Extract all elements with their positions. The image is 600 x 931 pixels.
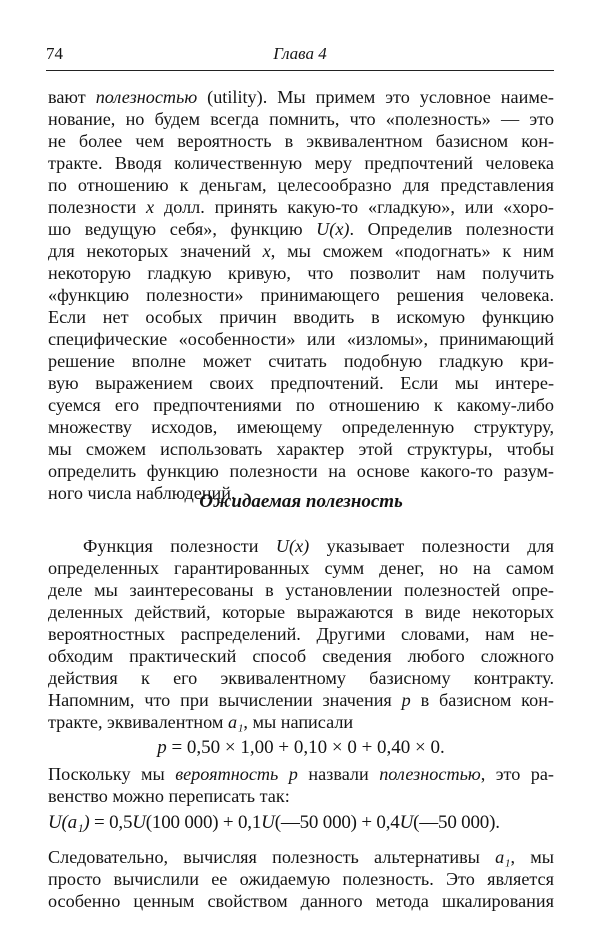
text-line: определить функцию полезности на основе какого-то разум- xyxy=(48,461,554,481)
text-line: Функция полезности U(x) указывает полезности для xyxy=(83,536,554,556)
text-line: тракте, эквивалентном a₁, мы написали xyxy=(48,712,354,732)
text-line: вую выражением своих предпочтений. Если мы интере- xyxy=(48,373,554,393)
text-line: специфические «особенности» или «изломы», принимающий xyxy=(48,329,554,349)
text-line: вероятностных распределений. Другими словами, нам не- xyxy=(48,624,554,644)
text-line: «функцию полезности» принимающего решения человека. xyxy=(48,285,554,305)
text-line: шо ведущую себя», функцию U(x). Определив полезности xyxy=(48,219,554,239)
text-line: по отношению к деньгам, целесообразно для представления xyxy=(48,175,554,195)
section-title: Ожидаемая полезность xyxy=(199,491,403,512)
text-line: просто вычислили ее ожидаемую полезность. Это является xyxy=(48,869,554,889)
text-line: Если нет особых причин вводить в искомую функцию xyxy=(48,307,554,327)
text-line: нование, но будем всегда помнить, что «полезность» — это xyxy=(48,109,554,129)
text-line: мы сможем использовать характер этой структуры, чтобы xyxy=(48,439,554,459)
text-line: обходим практический способ сведения любого сложного xyxy=(48,646,554,666)
text-line: Поскольку мы вероятность p назвали полезностью, это ра- xyxy=(48,764,554,784)
equation-basis-contract: p = 0,50 × 1,00 + 0,10 × 0 + 0,40 × 0. xyxy=(157,737,445,758)
text-line: решение вполне может считать подобную гладкую кри- xyxy=(48,351,554,371)
text-line: для некоторых значений x, мы сможем «подогнать» к ним xyxy=(48,241,555,261)
text-line: множеству исходов, имеющему определенную структуру, xyxy=(48,417,554,437)
text-line: суемся его предпочтениями по отношению к какому-либо xyxy=(48,395,554,415)
text-line: особенно ценным свойством данного метода шкалирования xyxy=(48,891,554,911)
text-line: некоторую гладкую кривую, что позволит нам получить xyxy=(48,263,554,283)
equation-expected-utility: U(a₁) = 0,5U(100 000) + 0,1U(—50 000) + 0,4U(—50 000). xyxy=(48,812,500,833)
text-line: действия к его эквивалентному базисному контракту. xyxy=(48,668,554,688)
text-line: тракте. Вводя количественную меру предпочтений человека xyxy=(48,153,554,173)
text-line: венство можно переписать так: xyxy=(48,786,290,806)
text-line: Следовательно, вычисляя полезность альтернативы a₁, мы xyxy=(48,847,554,867)
text-line: деле мы заинтересованы в установлении полезностей опре- xyxy=(48,580,554,600)
text-line: вают полезностью (utility). Мы примем это условное наиме- xyxy=(48,87,554,107)
text-line: полезности x долл. принять какую-то «гладкую», или «хоро- xyxy=(48,197,554,217)
text-line: определенных гарантированных сумм денег, но на самом xyxy=(48,558,554,578)
text-line: Напомним, что при вычислении значения p в базисном кон- xyxy=(48,690,554,710)
header-rule xyxy=(46,70,554,71)
text-line: деленных действий, которые выражаются в виде некоторых xyxy=(48,602,554,622)
page-number: 74 xyxy=(46,44,63,63)
text-line: не более чем вероятность в эквивалентном базисном кон- xyxy=(48,131,554,151)
running-header xyxy=(46,44,554,66)
chapter-title: Глава 4 xyxy=(273,44,327,63)
text-line: ного числа наблюдений. xyxy=(48,483,236,503)
